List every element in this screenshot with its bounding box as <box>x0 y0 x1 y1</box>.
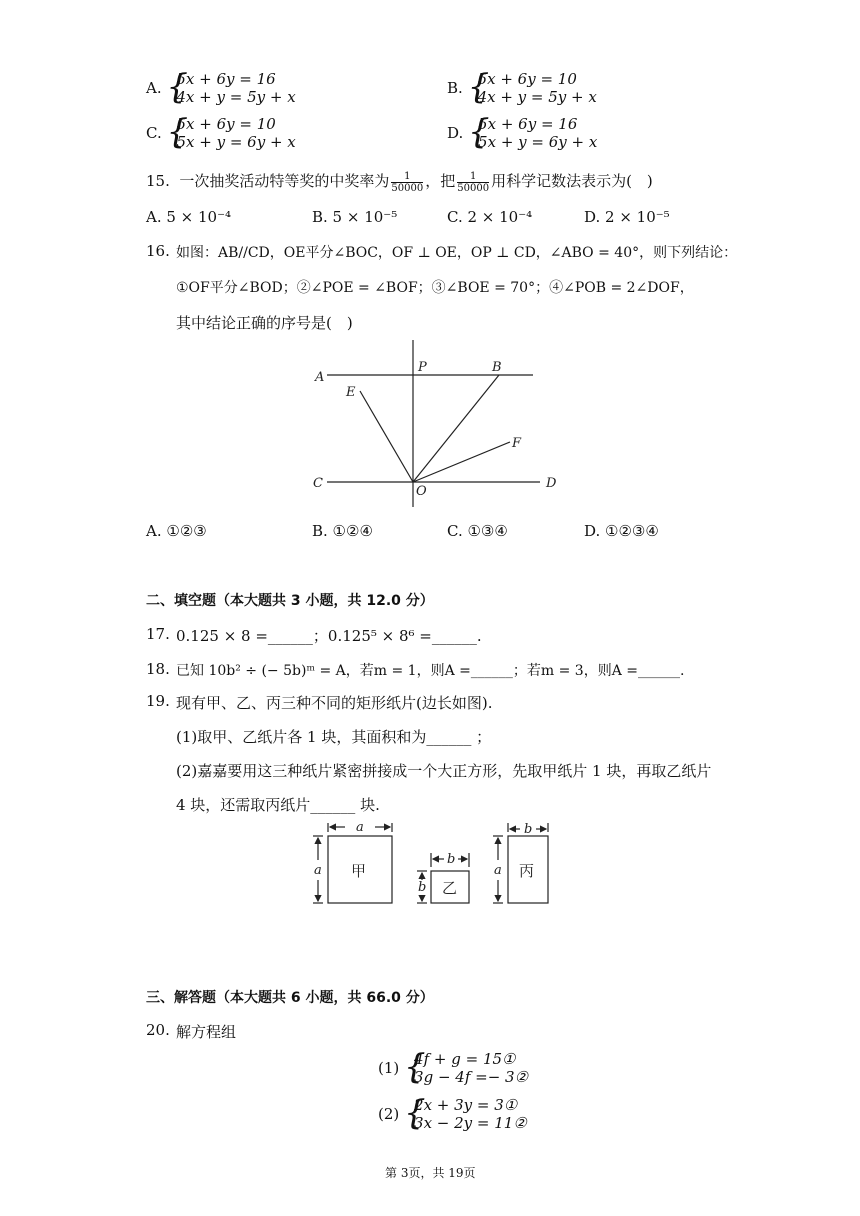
q19-line2: (1)取甲、乙纸片各 1 块，其面积和为______ ； <box>176 728 492 746</box>
q15-option-a: A. 5 × 10⁻⁴ <box>146 208 232 226</box>
label-yi: 乙 <box>442 879 458 897</box>
q19-figure <box>305 818 555 913</box>
label-b: B <box>492 360 502 375</box>
section-fill-in-heading: 二、填空题（本大题共 3 小题，共 12.0 分） <box>146 593 434 609</box>
q19-line4: 4 块，还需取丙纸片______ 块. <box>176 796 380 814</box>
page-footer: 第 3页，共 19页 <box>385 1166 476 1180</box>
q15-option-d: D. 2 × 10⁻⁵ <box>584 208 670 226</box>
label-a-side-jia: a <box>314 863 322 878</box>
label-a-top-jia: a <box>356 820 364 835</box>
ray-of <box>413 442 510 482</box>
q20-p1-eq2: 3g − 4f =− 3② <box>414 1068 529 1086</box>
label-c: C <box>313 476 323 491</box>
q20-p2-eq2: 3x − 2y = 11② <box>414 1114 527 1132</box>
q16-option-b: B. ①②④ <box>312 522 373 540</box>
label-a-side-bing: a <box>494 863 502 878</box>
q16-line3: 其中结论正确的序号是( ) <box>176 314 353 332</box>
q20-number: 20. <box>146 1021 170 1039</box>
q14-d-eq2: 5x + y = 6y + x <box>478 133 598 151</box>
q14-b-eq1: 5x + 6y = 10 <box>477 70 577 88</box>
q16-option-c: C. ①③④ <box>447 522 508 540</box>
q16-option-a: A. ①②③ <box>146 522 207 540</box>
label-b-top-yi: b <box>447 852 456 867</box>
q20-title: 解方程组 <box>176 1023 237 1041</box>
label-jia: 甲 <box>351 862 367 880</box>
q20-p1-eq1: 4f + g = 15① <box>414 1050 516 1068</box>
label-b-top-bing: b <box>524 822 533 837</box>
q16-figure <box>300 335 570 515</box>
q16-line1: 如图：AB//CD，OE平分∠BOC，OF ⊥ OE，OP ⊥ CD，∠ABO = 40°，则下列结论： <box>176 245 738 261</box>
ray-ob <box>413 375 499 482</box>
q20-part1: (1) { 4f + g = 15① 3g − 4f =− 3② <box>378 1047 529 1087</box>
q14-option-b: B. { 5x + 6y = 10 4x + y = 5y + x <box>447 67 597 107</box>
q14-a-eq1: 5x + 6y = 16 <box>176 70 276 88</box>
q14-c-eq2: 5x + y = 6y + x <box>176 133 296 151</box>
q14-a-eq2: 4x + y = 5y + x <box>176 88 296 106</box>
label-b-side-yi: b <box>418 880 427 895</box>
q14-d-eq1: 5x + 6y = 16 <box>478 115 578 133</box>
label-f: F <box>512 436 522 451</box>
q18-number: 18. <box>146 660 170 678</box>
q14-option-a: A. { 5x + 6y = 16 4x + y = 5y + x <box>146 67 296 107</box>
q16-number: 16. <box>146 242 170 260</box>
q15-option-b: B. 5 × 10⁻⁵ <box>312 208 398 226</box>
q16-option-d: D. ①②③④ <box>584 522 659 540</box>
q16-line2: ①OF平分∠BOD；②∠POE = ∠BOF；③∠BOE = 70°；④∠POB = 2∠DOF， <box>176 280 694 296</box>
label-e: E <box>346 385 356 400</box>
ray-oe <box>360 391 413 482</box>
q18-text: 已知 10b² ÷ (− 5b)ᵐ = A，若m = 1，则A =______；若m = 3，则A =______. <box>176 663 685 679</box>
q14-c-eq1: 5x + 6y = 10 <box>176 115 276 133</box>
q14-option-d: D. { 5x + 6y = 16 5x + y = 6y + x <box>447 112 598 152</box>
label-p: P <box>418 360 427 375</box>
q20-p2-eq1: 2x + 3y = 3① <box>414 1096 518 1114</box>
q17-text: 0.125 × 8 =______；0.125⁵ × 8⁶ =______. <box>176 627 482 645</box>
q19-number: 19. <box>146 692 170 710</box>
label-o: O <box>416 484 427 499</box>
label-a: A <box>315 370 325 385</box>
q19-line1: 现有甲、乙、丙三种不同的矩形纸片(边长如图). <box>176 694 493 712</box>
q14-option-c: C. { 5x + 6y = 10 5x + y = 6y + x <box>146 112 296 152</box>
q15-stem: 15. 一次抽奖活动特等奖的中奖率为 $\frac{1}{50000}$ ，把 $\frac{1}{50000}$ 用科学记数法表示为( ) <box>146 170 653 194</box>
label-bing: 丙 <box>519 862 535 880</box>
section-solve-heading: 三、解答题（本大题共 6 小题，共 66.0 分） <box>146 990 434 1006</box>
label-d: D <box>546 476 557 491</box>
q14-b-eq2: 4x + y = 5y + x <box>477 88 597 106</box>
q17-number: 17. <box>146 625 170 643</box>
q15-option-c: C. 2 × 10⁻⁴ <box>447 208 533 226</box>
q19-line3: (2)嘉嘉要用这三种纸片紧密拼接成一个大正方形，先取甲纸片 1 块，再取乙纸片 <box>176 762 712 780</box>
q20-part2: (2) { 2x + 3y = 3① 3x − 2y = 11② <box>378 1093 527 1133</box>
